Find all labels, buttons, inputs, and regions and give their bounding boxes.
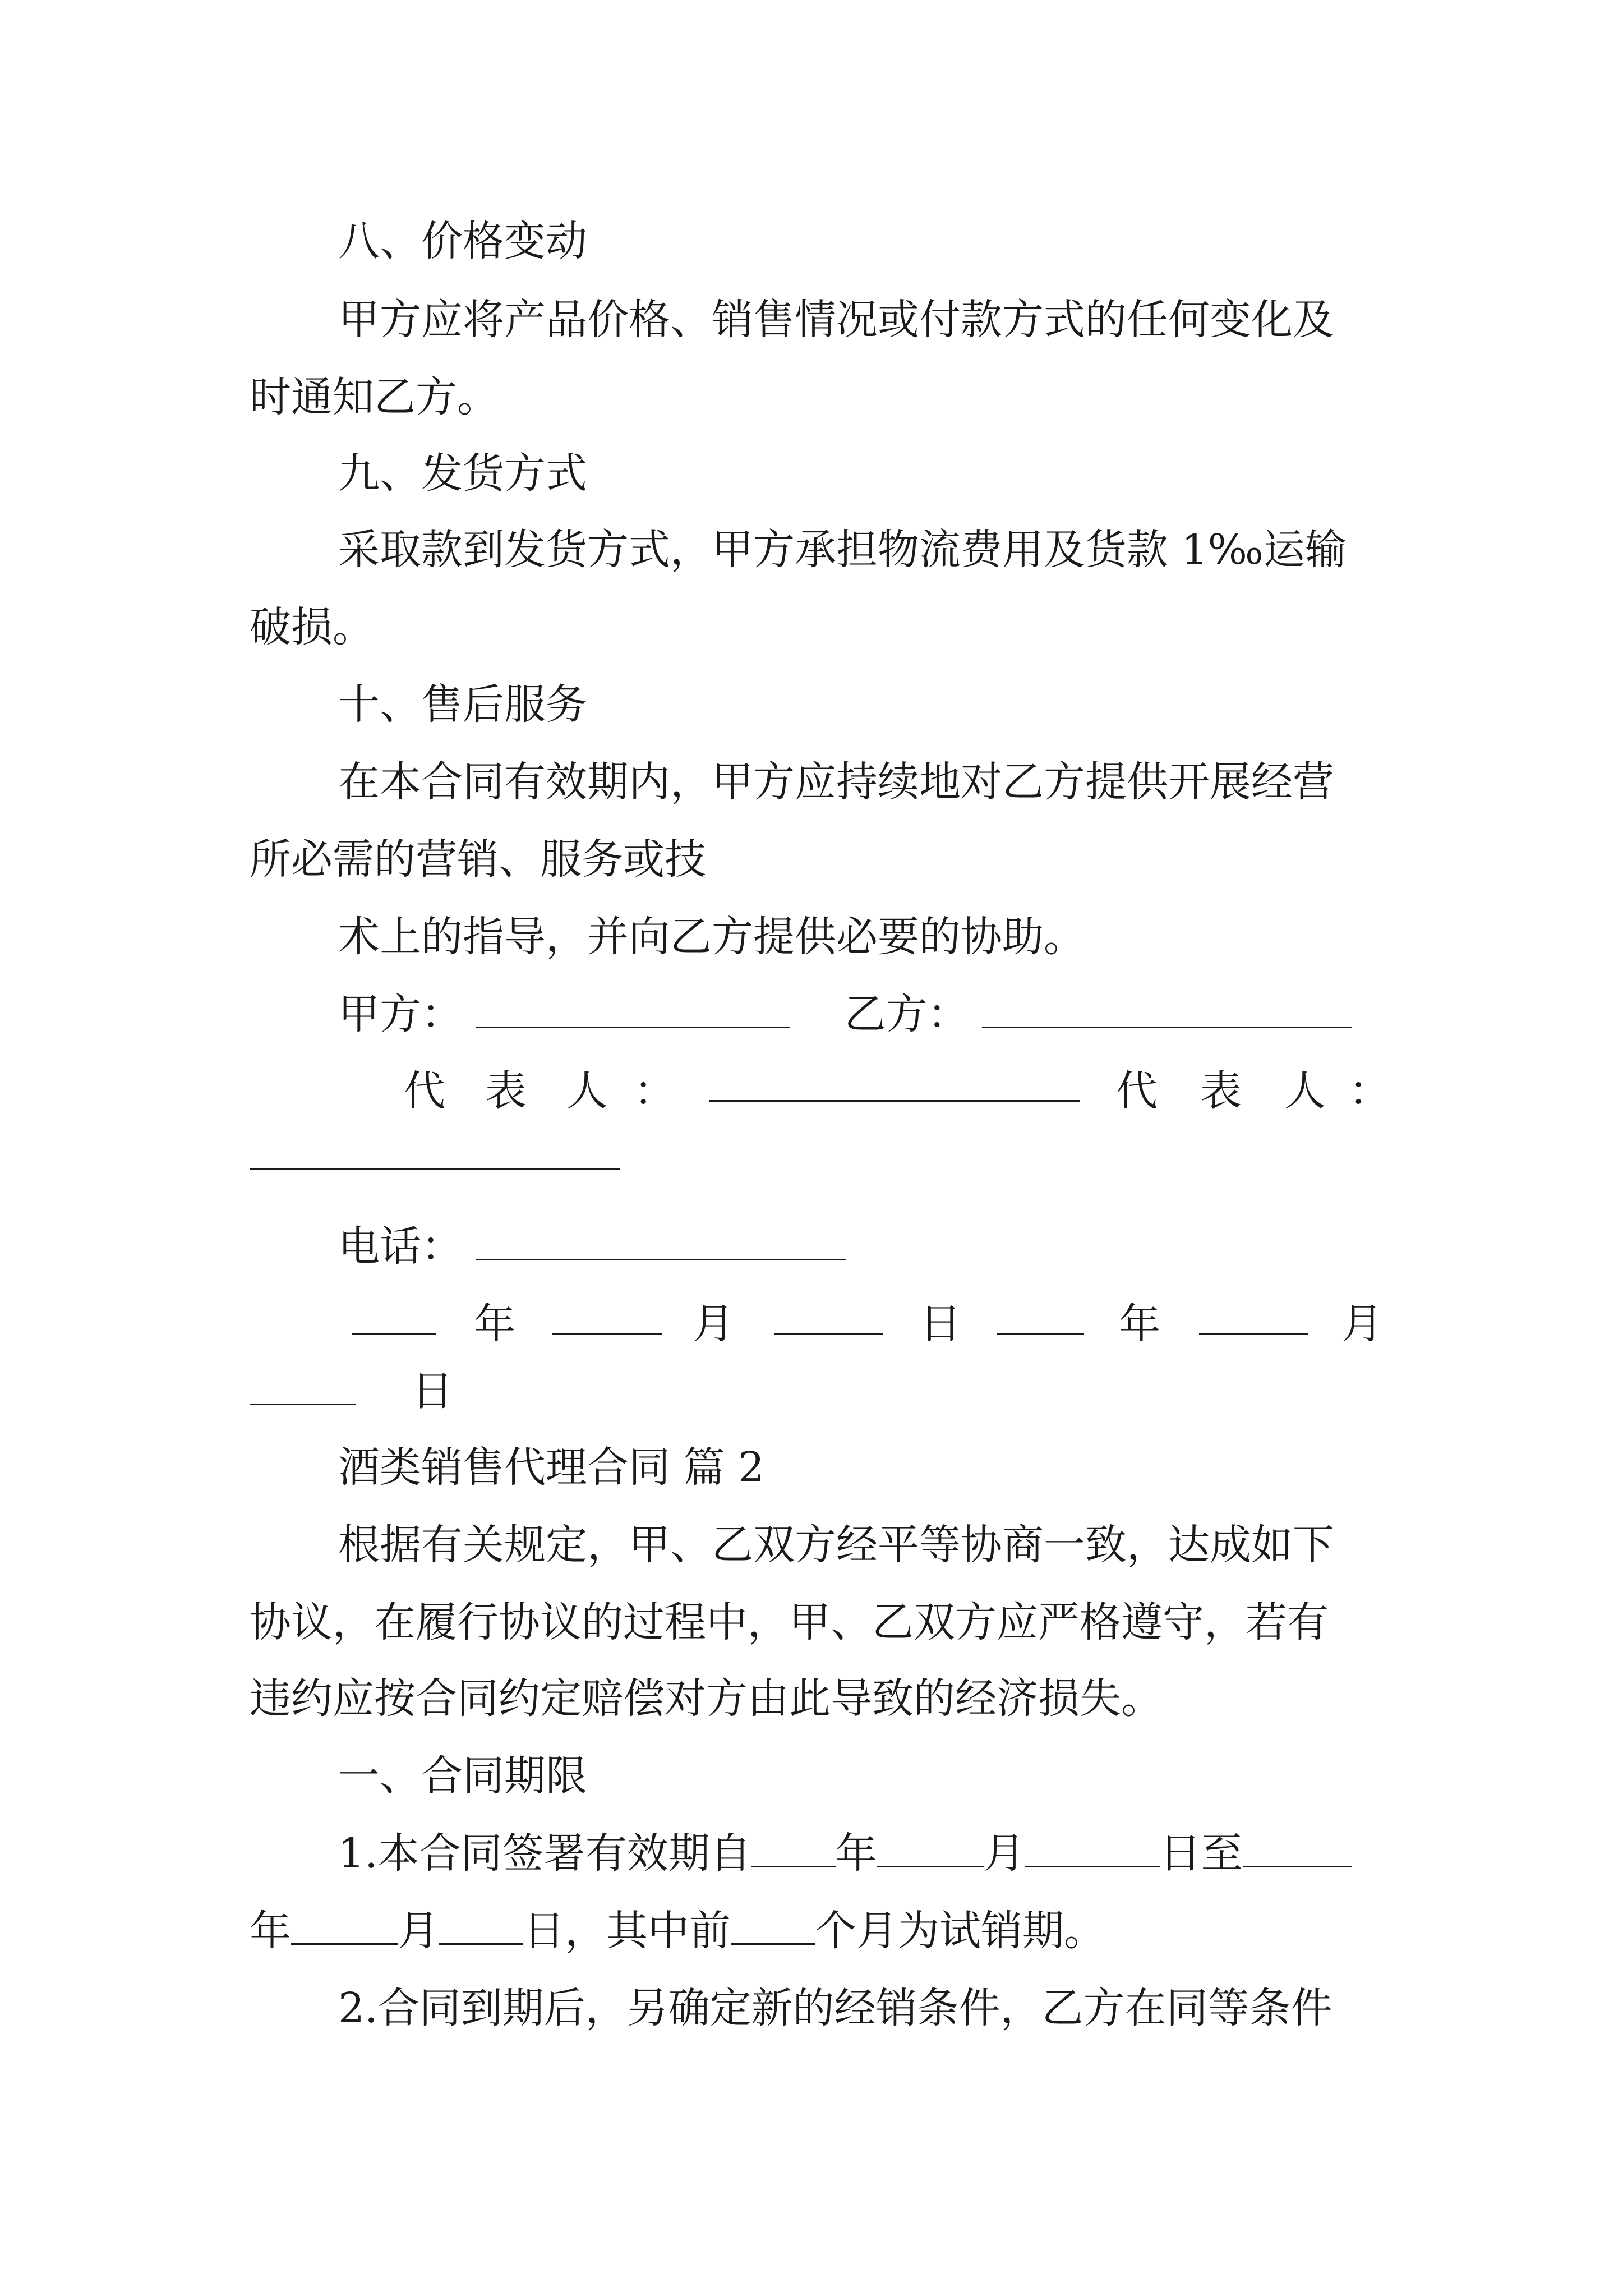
start-month-label: 月 [983, 1829, 1025, 1878]
section-10-paragraph-line-2: 所必需的营销、服务或技 [250, 835, 706, 884]
section-1-heading: 一、合同期限 [338, 1752, 587, 1800]
section-1-item-1-line-2 [250, 1903, 1105, 1959]
section-8-heading: 八、价格变动 [338, 217, 587, 265]
date-a-year: 年 [474, 1300, 515, 1348]
section-10-paragraph-line-1: 在本合同有效期内，甲方应持续地对乙方提供开展经营 [338, 758, 1334, 806]
date-b-year-blank [997, 1296, 1084, 1335]
signature-parties-line [338, 986, 1352, 1042]
date-a-month-blank [552, 1296, 662, 1335]
start-day-label: 日至 [1159, 1829, 1243, 1878]
date-b-day: 日 [412, 1367, 454, 1415]
rep-b-blank [250, 1131, 620, 1170]
section-1-item-2-line-1: 2.合同到期后，另确定新的经销条件，乙方在同等条件 [338, 1984, 1332, 2032]
start-year-label: 年 [835, 1829, 877, 1878]
representative-line [0, 1063, 1623, 1119]
end-month-blank [291, 1906, 398, 1945]
date-b-day-blank [250, 1366, 356, 1405]
rep-b-char-3: 人 [1284, 1067, 1326, 1115]
date-line [0, 1296, 1623, 1352]
section-8-paragraph-line-2: 时通知乙方。 [250, 373, 499, 421]
contract-2-intro-line-3: 违约应按合同约定赔偿对方由此导致的经济损失。 [250, 1674, 1163, 1723]
date-a-year-blank [352, 1296, 436, 1335]
rep-a-char-1: 代 [404, 1067, 445, 1115]
section-9-paragraph-line-1: 采取款到发货方式，甲方承担物流费用及货款 1‰运输 [338, 526, 1347, 574]
section-10-paragraph-line-3: 术上的指导，并向乙方提供必要的协助。 [338, 913, 1085, 961]
party-b-blank [982, 990, 1352, 1028]
date-b-year: 年 [1119, 1300, 1160, 1348]
start-month-blank [877, 1829, 984, 1867]
date-a-month: 月 [693, 1300, 734, 1348]
rep-a-colon: ： [634, 1067, 675, 1115]
rep-a-blank [709, 1063, 1080, 1102]
rep-a-char-2: 表 [485, 1067, 527, 1115]
end-year-blank [1243, 1829, 1352, 1867]
party-a-blank [476, 990, 790, 1028]
phone-label: 电话： [338, 1222, 463, 1271]
date-a-day-blank [774, 1296, 883, 1335]
contract-2-intro-line-1: 根据有关规定，甲、乙双方经平等协商一致，达成如下 [338, 1521, 1334, 1569]
section-8-paragraph-line-1: 甲方应将产品价格、销售情况或付款方式的任何变化及 [338, 296, 1334, 344]
start-day-blank [1025, 1829, 1160, 1867]
end-day-label: 日，其中前 [523, 1907, 731, 1955]
end-month-label: 月 [398, 1907, 439, 1955]
date-a-day: 日 [920, 1300, 961, 1348]
rep-a-char-3: 人 [566, 1067, 608, 1115]
end-year-label: 年 [250, 1907, 291, 1955]
date-b-month: 月 [1341, 1300, 1383, 1348]
rep-b-colon: ： [1349, 1067, 1390, 1115]
section-10-heading: 十、售后服务 [338, 680, 587, 729]
rep-b-char-1: 代 [1116, 1067, 1158, 1115]
trial-period-label: 个月为试销期。 [815, 1907, 1105, 1955]
date-b-day-line [250, 1363, 453, 1419]
phone-line [338, 1218, 846, 1274]
end-day-blank [439, 1906, 523, 1945]
section-1-item-1-line-1 [338, 1825, 1352, 1881]
start-year-blank [751, 1829, 836, 1867]
party-a-label: 甲方： [338, 990, 463, 1038]
rep-b-blank-line [250, 1128, 620, 1184]
party-b-label: 乙方： [844, 990, 969, 1038]
contract-2-title: 酒类销售代理合同 篇 2 [338, 1443, 765, 1492]
date-b-month-blank [1199, 1296, 1308, 1335]
phone-blank [476, 1222, 846, 1260]
trial-months-blank [731, 1906, 815, 1945]
section-9-paragraph-line-2: 破损。 [250, 603, 374, 651]
section-9-heading: 九、发货方式 [338, 449, 587, 498]
rep-b-char-2: 表 [1200, 1067, 1242, 1115]
term-start-label: 1.本合同签署有效期自 [338, 1829, 751, 1878]
contract-2-intro-line-2: 协议，在履行协议的过程中，甲、乙双方应严格遵守，若有 [250, 1598, 1329, 1646]
